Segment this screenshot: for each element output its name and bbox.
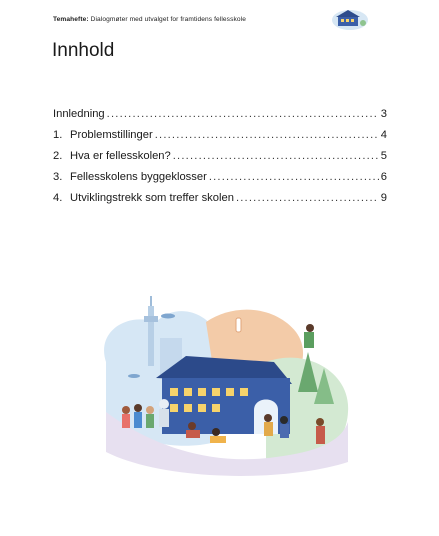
toc-page-number: 5 bbox=[380, 150, 387, 162]
toc-page-number: 3 bbox=[380, 108, 387, 120]
flying-figure bbox=[304, 324, 314, 348]
drone bbox=[128, 374, 140, 378]
toc-leader-dots bbox=[173, 146, 379, 167]
header-logo bbox=[330, 6, 370, 32]
page-title: Innhold bbox=[52, 40, 115, 61]
toc-page-number: 6 bbox=[380, 171, 387, 183]
toc-page-number: 9 bbox=[380, 192, 387, 204]
toc-page-number: 4 bbox=[380, 129, 387, 141]
toc-label: Hva er fellesskolen? bbox=[70, 150, 171, 162]
toc-number: 4. bbox=[53, 192, 63, 204]
toc-entry-hva-er-fellesskolen[interactable] bbox=[53, 146, 387, 167]
toc-entry-utviklingstrekk[interactable] bbox=[53, 188, 387, 209]
drone bbox=[161, 314, 175, 319]
rocket bbox=[236, 318, 241, 332]
document-header bbox=[53, 16, 246, 23]
standing-child bbox=[316, 418, 325, 444]
toc-leader-dots bbox=[155, 125, 379, 146]
toc-entry-innledning[interactable] bbox=[53, 104, 387, 125]
tower bbox=[148, 306, 154, 366]
toc-label: Problemstillinger bbox=[70, 129, 153, 141]
header-prefix: Temahefte: bbox=[53, 16, 89, 23]
toc-entry-byggeklosser[interactable] bbox=[53, 167, 387, 188]
toc-leader-dots bbox=[107, 104, 379, 125]
header-text: Dialogmøter med utvalget for framtidens fellesskole bbox=[90, 16, 246, 23]
toc-label: Innledning bbox=[53, 108, 105, 120]
school-illustration bbox=[86, 292, 362, 478]
toc-number: 2. bbox=[53, 150, 63, 162]
toc-label: Utviklingstrekk som treffer skolen bbox=[70, 192, 234, 204]
table-of-contents bbox=[53, 104, 387, 209]
toc-number: 1. bbox=[53, 129, 63, 141]
toc-number: 3. bbox=[53, 171, 63, 183]
toc-entry-problemstillinger[interactable] bbox=[53, 125, 387, 146]
toc-leader-dots bbox=[209, 167, 379, 188]
toc-label: Fellesskolens byggeklosser bbox=[70, 171, 207, 183]
toc-leader-dots bbox=[236, 188, 379, 209]
